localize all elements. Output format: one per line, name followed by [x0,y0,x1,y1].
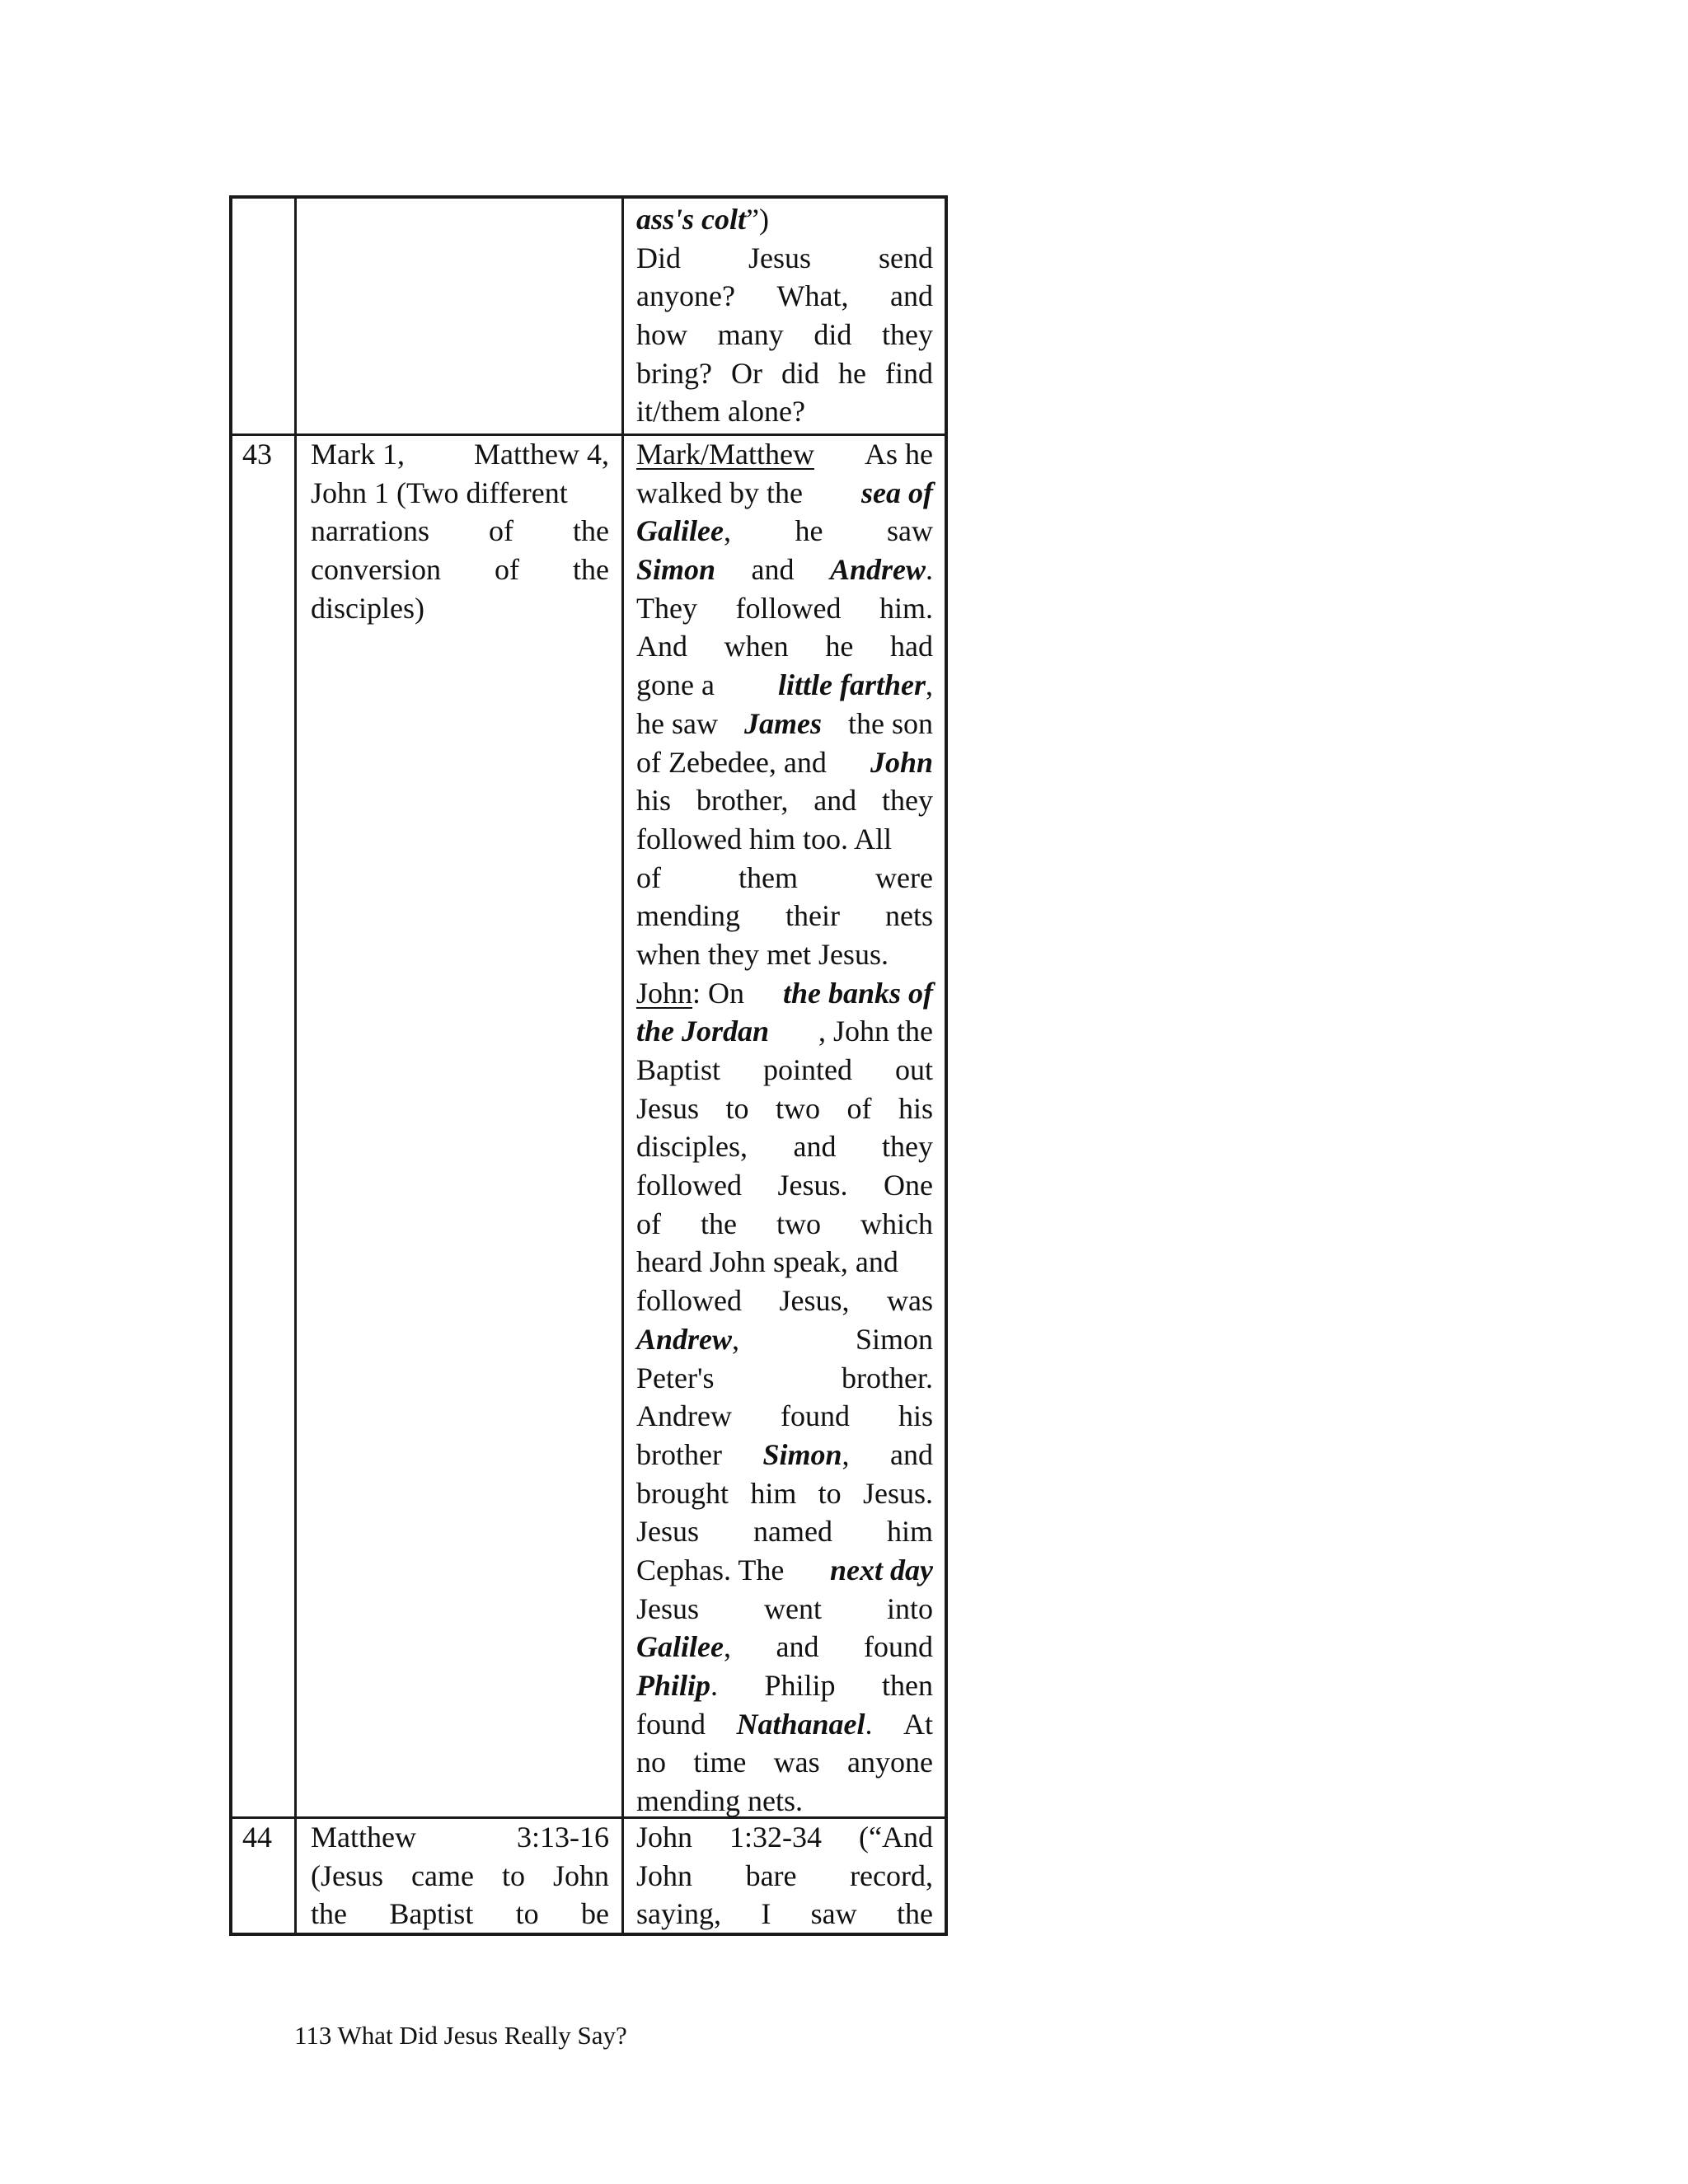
reference-word: Matthew [311,1821,416,1854]
text-word: find [884,356,933,390]
reference-word: 3:13-16 [517,1821,609,1854]
reference-line [311,1895,609,1933]
text-word: were [875,860,933,894]
text-line [636,1127,933,1166]
text-word: Jesus. [862,1476,933,1510]
text-line [636,1782,933,1821]
text-word: his [636,784,672,818]
text-word: James [743,706,822,740]
text-line [636,820,933,859]
text-line [636,1705,933,1744]
row-text-cell [636,435,933,1821]
text-line [636,1090,933,1128]
reference-word: disciples) [311,591,424,625]
text-word: followed [636,1169,742,1202]
text-word: into [886,1591,933,1625]
reference-word: Baptist [389,1897,474,1931]
text-line [636,474,933,513]
text-word: him. [879,591,933,625]
reference-word: to [515,1897,539,1931]
text-word: went [764,1591,822,1625]
text-word: heard John speak, and [636,1245,898,1279]
text-word: send [878,241,933,274]
reference-word: came [411,1858,474,1892]
reference-line [311,589,609,628]
text-line [636,627,933,666]
text-line [636,1551,933,1590]
text-word: was [886,1284,933,1318]
text-word: bring? [636,356,712,390]
page-footer: 113 What Did Jesus Really Say? [294,2021,627,2050]
text-word: of [636,860,661,894]
text-word: Philip [764,1669,836,1702]
text-word: , John the [818,1015,933,1048]
text-word: which [860,1207,933,1240]
text-word: Did [636,241,681,274]
text-word: brother. [842,1361,933,1394]
text-word: saying, [636,1897,721,1931]
text-line [636,1359,933,1398]
text-word: out [894,1053,933,1086]
text-word: and [793,1130,837,1164]
text-word: of [846,1091,872,1125]
text-word: to [725,1091,749,1125]
text-word: had [889,630,933,663]
reference-word: be [581,1897,609,1931]
row-number: 43 [242,438,272,471]
text-line [636,1243,933,1282]
text-word: when [724,630,789,663]
text-word: two [776,1207,821,1240]
row-number: 44 [242,1821,272,1854]
text-line [636,1320,933,1359]
text-word: Jesus [636,1515,700,1549]
text-word: when they met Jesus. [636,937,889,971]
reference-word: the [573,553,609,587]
text-word: found [636,1707,706,1741]
text-word: Jesus. [777,1169,848,1202]
reference-word: Matthew 4, [474,438,609,471]
reference-word: John 1 (Two different [311,476,568,509]
text-word: of [636,1207,661,1240]
text-word: brother [636,1437,722,1471]
text-line [636,1666,933,1705]
text-word: disciples, [636,1130,748,1164]
text-line [636,859,933,898]
text-word: They [636,591,697,625]
text-word: What, [776,279,849,313]
text-line [636,354,933,393]
text-word: bare [745,1858,797,1892]
text-word: and [814,784,857,818]
text-word: he [825,630,854,663]
text-word: little farther, [778,668,933,702]
text-word: they [882,318,933,352]
text-word: Jesus, [779,1284,850,1318]
text-word: Cephas. The [636,1553,785,1586]
text-line [636,589,933,628]
text-line [636,239,933,278]
text-line [636,1474,933,1513]
comparison-table [229,195,948,1936]
text-word: the son [848,706,933,740]
text-word: him [886,1515,933,1549]
reference-word: the [573,514,609,548]
text-word: to [818,1476,842,1510]
text-word: he saw [636,706,718,740]
text-line [636,435,933,474]
text-word: was [773,1746,820,1779]
text-line [636,1743,933,1782]
text-line [636,705,933,743]
text-word: found [780,1399,850,1433]
column-divider-2 [621,199,624,1933]
text-line [636,1282,933,1320]
text-word: anyone [847,1746,933,1779]
text-word: him [750,1476,797,1510]
reference-word: John [552,1858,609,1892]
text-word: anyone? [636,279,735,313]
text-word: followed [636,1284,742,1318]
text-line [636,666,933,705]
reference-word: of [494,553,519,587]
text-line [636,1012,933,1051]
text-word: Andrew [636,1399,732,1433]
text-word: Nathanael. [736,1707,873,1741]
text-word: brought [636,1476,729,1510]
text-word: Andrew. [829,553,933,587]
text-word: their [785,899,840,933]
text-line [636,512,933,551]
text-word: nets [885,899,933,933]
text-word: Or [730,356,762,390]
text-word: and [890,1437,933,1471]
text-line [636,1512,933,1551]
text-line [636,551,933,589]
text-word: no [636,1746,666,1779]
text-word: them [738,860,799,894]
text-line [636,974,933,1013]
text-word: did [781,356,819,390]
row-text-cell [636,200,933,431]
text-line [636,1051,933,1090]
text-word: Andrew, [636,1322,740,1356]
reference-word: (Jesus [311,1858,383,1892]
column-divider-1 [294,199,297,1933]
text-word: his [898,1399,933,1433]
text-line [636,1818,933,1857]
text-line [636,1166,933,1205]
text-word: followed [735,591,842,625]
reference-word: Mark 1, [311,438,405,471]
text-word: brother, [696,784,789,818]
text-word: time [693,1746,747,1779]
text-word: record, [850,1858,933,1892]
text-word: Simon, [762,1437,850,1471]
text-word: named [753,1515,832,1549]
text-word: mending nets. [636,1784,803,1818]
text-word: John [636,1821,693,1854]
reference-line [311,1857,609,1896]
reference-word: of [488,514,513,548]
reference-line [311,1818,609,1857]
text-word: and [890,279,933,313]
text-word: I [761,1897,771,1931]
text-line [636,1436,933,1474]
text-word: saw [810,1897,857,1931]
text-word: did [814,318,852,352]
reference-line [311,551,609,589]
text-word: they [882,1130,933,1164]
text-line [636,781,933,820]
text-word: (“And [859,1821,933,1854]
text-word: ass's colt”) [636,203,769,236]
text-word: One [884,1169,933,1202]
row-reference-cell [311,1818,609,1933]
text-word: and [776,1630,819,1664]
text-word: Simon [636,553,716,587]
reference-line [311,435,609,474]
text-word: two [776,1091,820,1125]
row-text-cell [636,1818,933,1933]
text-word: he [837,356,866,390]
text-word: As he [865,438,933,471]
text-line [636,200,933,239]
text-word: mending [636,899,740,933]
text-word: pointed [763,1053,852,1086]
reference-word: narrations [311,514,429,548]
text-word: sea of [861,476,933,509]
text-word: how [636,318,687,352]
text-word: the banks of [782,976,933,1010]
text-word: Simon [855,1322,933,1356]
text-word: the [701,1207,737,1240]
reference-word: to [501,1858,525,1892]
text-word: Jesus [636,1591,700,1625]
text-word: At [903,1707,933,1741]
text-line [636,935,933,974]
text-word: John: On [636,976,745,1010]
text-word: Jesus [636,1091,700,1125]
text-line [636,316,933,354]
text-word: next day [830,1553,933,1586]
text-word: And [636,630,687,663]
text-word: Galilee, [636,514,731,548]
text-word: John [870,745,933,779]
text-word: walked by the [636,476,803,509]
text-word: his [898,1091,933,1125]
text-word: and [751,553,795,587]
text-line [636,1397,933,1436]
text-line [636,1857,933,1896]
text-line [636,277,933,316]
text-word: then [882,1669,933,1702]
text-word: Galilee, [636,1630,731,1664]
reference-word: conversion [311,553,441,587]
text-word: he [795,514,823,548]
reference-word: the [311,1897,347,1931]
text-word: Baptist [636,1053,721,1086]
row-reference-cell [311,435,609,627]
text-word: the [896,1897,933,1931]
text-line [636,1895,933,1933]
reference-line [311,512,609,551]
text-word: found [863,1630,933,1664]
text-word: of Zebedee, and [636,745,827,779]
text-word: saw [886,514,933,548]
text-line [636,1205,933,1244]
text-word: many [717,318,784,352]
text-line [636,1590,933,1629]
text-word: they [882,784,933,818]
text-line [636,392,933,431]
text-word: Peter's [636,1361,715,1394]
text-line [636,743,933,782]
text-word: Mark/Matthew [636,438,814,471]
text-word: 1:32-34 [729,1821,823,1854]
text-word: followed him too. All [636,822,892,855]
text-word: it/them alone? [636,395,805,429]
text-line [636,897,933,935]
text-word: gone a [636,668,715,702]
text-word: Philip. [636,1669,719,1702]
text-word: Jesus [748,241,811,274]
reference-line [311,474,609,513]
text-line [636,1628,933,1666]
text-word: the Jordan [636,1015,770,1048]
text-word: John [636,1858,693,1892]
